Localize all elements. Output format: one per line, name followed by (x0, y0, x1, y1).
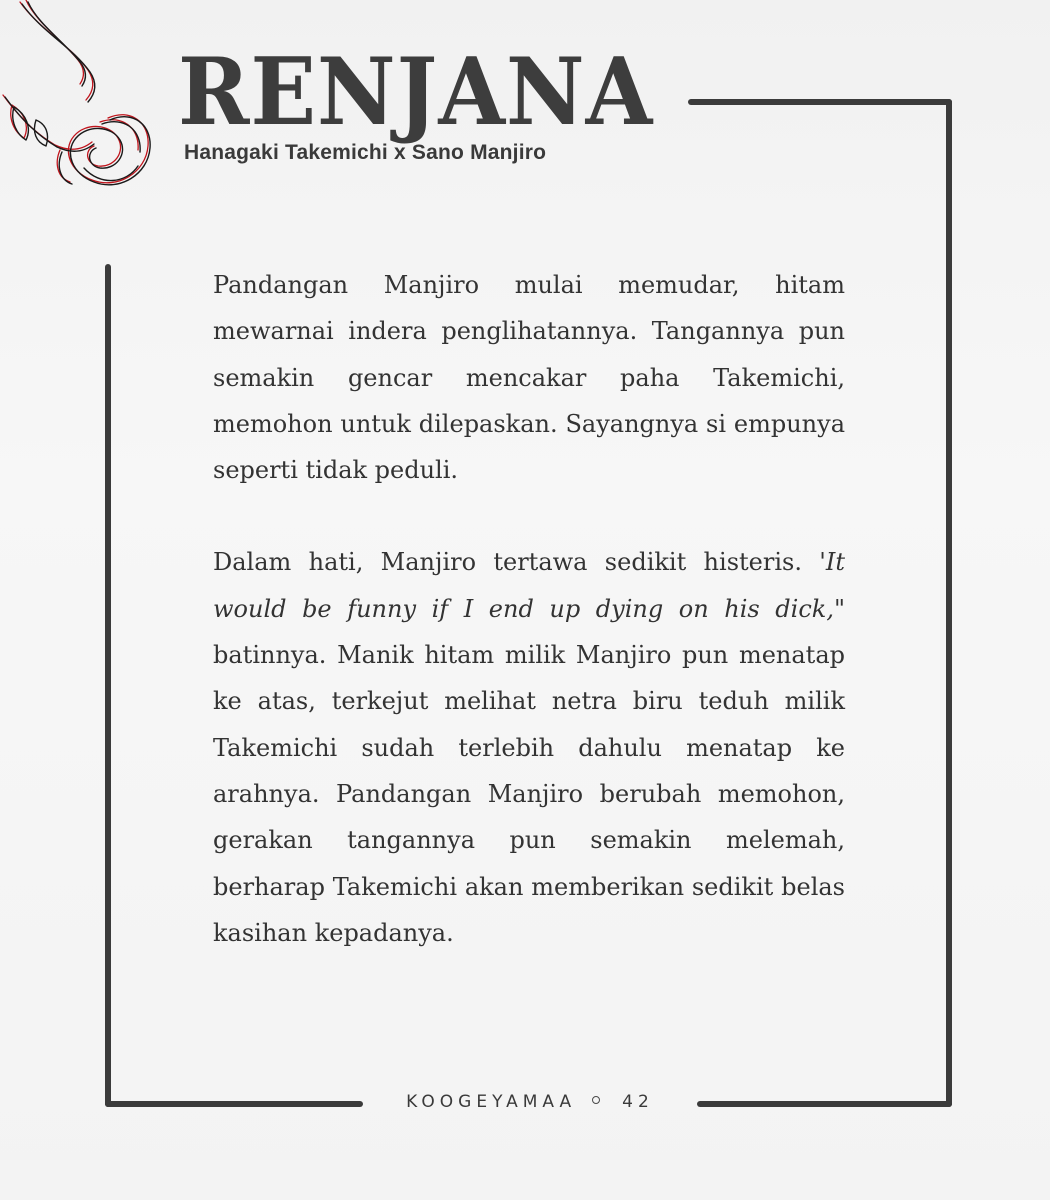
paragraph-2 (213, 539, 845, 956)
frame-bottom-right-line (697, 1101, 952, 1107)
paragraph-2-lead: Dalam hati, Manjiro tertawa sedikit histeris. ' (213, 548, 826, 577)
paragraph-2-quote: It would be funny if I end up dying on his dick, (213, 548, 845, 623)
separator-dot-icon (592, 1096, 600, 1104)
frame-bottom-left-line (105, 1101, 363, 1107)
page-subtitle: Hanagaki Takemichi x Sano Manjiro (184, 141, 547, 164)
story-text (213, 262, 845, 956)
paragraph-2-rest: " batinnya. Manik hitam milik Manjiro pun menatap ke atas, terkejut melihat netra biru teduh milik Takemichi sudah terlebih dahulu menatap ke arahnya. Pandangan Manjiro berubah memohon, gerakan tangannya pun semakin melemah, berharap Takemichi akan memberikan sedikit belas kasihan kepadanya. (213, 594, 845, 947)
frame-left-line (105, 264, 111, 1107)
page-footer (363, 1092, 697, 1112)
page-title: RENJANA (178, 37, 654, 147)
frame-right-line (946, 99, 952, 1107)
red-rose-icon (0, 0, 160, 200)
page-number: 42 (622, 1092, 654, 1112)
author-name: KOOGEYAMAA (406, 1092, 577, 1112)
frame-top-line (688, 99, 952, 105)
paragraph-1: Pandangan Manjiro mulai memudar, hitam mewarnai indera penglihatannya. Tangannya pun semakin gencar mencakar paha Takemichi, memohon untuk dilepaskan. Sayangnya si empunya seperti tidak peduli. (213, 271, 845, 485)
